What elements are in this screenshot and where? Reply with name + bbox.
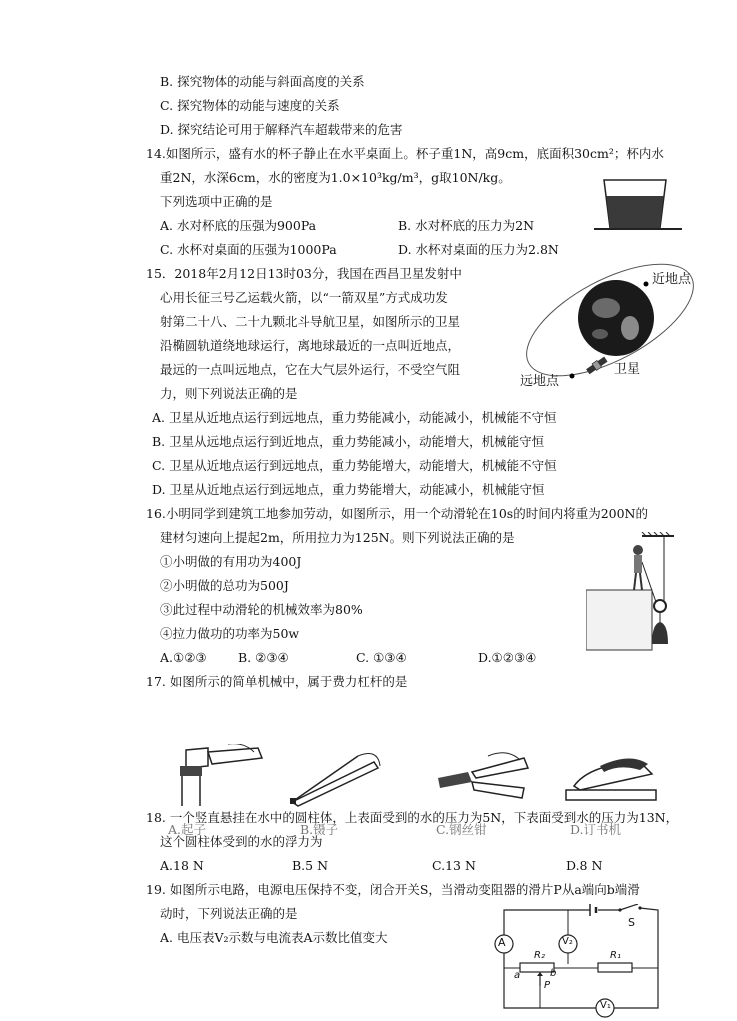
- slider-p-label: P: [544, 980, 551, 991]
- q17-caption-c: C.钢丝钳: [436, 822, 487, 837]
- q18-option-b: B.5 N: [292, 858, 329, 873]
- q16-statement-1: ①小明做的有用功为400J: [160, 554, 302, 569]
- circuit-figure: [490, 904, 670, 1018]
- voltmeter2-label: V₂: [562, 936, 573, 947]
- switch-label: S: [628, 916, 635, 929]
- q14-stem-line3: 下列选项中正确的是: [160, 194, 273, 209]
- end-a-label: a: [514, 970, 521, 981]
- satellite-label: 卫星: [614, 362, 641, 377]
- q13-option-c: C. 探究物体的动能与速度的关系: [160, 98, 340, 113]
- q15-stem-line3: 射第二十八、二十九颗北斗导航卫星，如图所示的卫星: [160, 314, 461, 329]
- q13-option-b: B. 探究物体的动能与斜面高度的关系: [160, 74, 365, 89]
- r1-label: R₁: [610, 950, 621, 961]
- q15-stem-line1: 15．2018年2月12日13时03分，我国在西昌卫星发射中: [146, 266, 462, 281]
- q14-option-d: D. 水杯对桌面的压力为2.8N: [398, 242, 559, 257]
- q13-option-d: D. 探究结论可用于解释汽车超载带来的危害: [160, 122, 403, 137]
- stapler-figure: [560, 750, 664, 808]
- perigee-label: 近地点: [652, 272, 692, 287]
- q17-caption-d: D.订书机: [570, 822, 622, 837]
- q15-option-c: C. 卫星从近地点运行到远地点，重力势能增大，动能增大，机械能不守恒: [152, 458, 557, 473]
- q15-option-b: B. 卫星从远地点运行到近地点，重力势能减小，动能增大，机械能守恒: [152, 434, 545, 449]
- q14-option-c: C. 水杯对桌面的压强为1000Pa: [160, 242, 337, 257]
- q15-stem-line5: 最远的一点叫远地点，它在大气层外运行，不受空气阻: [160, 362, 461, 377]
- voltmeter1-label: V₁: [600, 1000, 611, 1011]
- q15-stem-line2: 心用长征三号乙运载火箭，以“一箭双星”方式成功发: [160, 290, 448, 305]
- q14-stem-line2: 重2N，水深6cm，水的密度为1.0×10³kg/m³，g取10N/kg。: [160, 170, 511, 185]
- q17-stem: 17. 如图所示的简单机械中，属于费力杠杆的是: [146, 674, 408, 689]
- q15-option-d: D. 卫星从近地点运行到远地点，重力势能增大，动能减小，机械能守恒: [152, 482, 545, 497]
- q18-stem-line1: 18. 一个竖直悬挂在水中的圆柱体，上表面受到的水的压力为5N，下表面受到水的压力为13N，: [146, 810, 679, 825]
- q19-option-a: A. 电压表V₂示数与电流表A示数比值变大: [160, 930, 388, 945]
- q16-option-b: B. ②③④: [238, 650, 289, 665]
- water-cup-figure: [594, 176, 684, 246]
- q17-caption-b: B.镊子: [300, 822, 339, 837]
- q16-stem-line1: 16.小明同学到建筑工地参加劳动，如图所示，用一个动滑轮在10s的时间内将重为200N的: [146, 506, 648, 521]
- r2-label: R₂: [534, 950, 545, 961]
- q16-stem-line2: 建材匀速向上提起2m，所用拉力为125N。则下列说法正确的是: [160, 530, 515, 545]
- q18-option-a: A.18 N: [160, 858, 204, 873]
- ammeter-label: A: [498, 936, 506, 949]
- q15-stem-line4: 沿椭圆轨道绕地球运行，离地球最近的一点叫近地点，: [160, 338, 461, 353]
- q15-stem-line6: 力，则下列说法正确的是: [160, 386, 298, 401]
- wire-cutter-figure: [428, 748, 532, 808]
- q18-option-c: C.13 N: [432, 858, 476, 873]
- q19-stem-line2: 动时，下列说法正确的是: [160, 906, 298, 921]
- q17-caption-a: A.起子: [168, 822, 207, 837]
- tweezers-figure: [288, 752, 388, 808]
- q18-stem-line2: 这个圆柱体受到的水的浮力为: [160, 834, 323, 849]
- q16-statement-4: ④拉力做功的功率为50w: [160, 626, 300, 641]
- end-b-label: b: [550, 968, 557, 979]
- pulley-figure: [586, 532, 686, 652]
- q15-option-a: A. 卫星从近地点运行到远地点，重力势能减小，动能减小，机械能不守恒: [152, 410, 557, 425]
- q16-option-c: C. ①③④: [356, 650, 407, 665]
- q19-stem-line1: 19. 如图所示电路，电源电压保持不变，闭合开关S，当滑动变阻器的滑片P从a端向b端滑: [146, 882, 640, 897]
- q14-stem-line1: 14.如图所示，盛有水的杯子静止在水平桌面上。杯子重1N，高9cm，底面积30cm²；杯内水: [146, 146, 664, 161]
- q14-option-b: B. 水对杯底的压力为2N: [398, 218, 535, 233]
- bottle-opener-figure: [168, 744, 268, 808]
- apogee-label: 远地点: [520, 374, 560, 389]
- q18-option-d: D.8 N: [566, 858, 603, 873]
- q14-option-a: A. 水对杯底的压强为900Pa: [160, 218, 317, 233]
- q16-option-d: D.①②③④: [478, 650, 537, 665]
- q16-statement-3: ③此过程中动滑轮的机械效率为80%: [160, 602, 363, 617]
- q16-option-a: A.①②③: [160, 650, 207, 665]
- q16-statement-2: ②小明做的总功为500J: [160, 578, 289, 593]
